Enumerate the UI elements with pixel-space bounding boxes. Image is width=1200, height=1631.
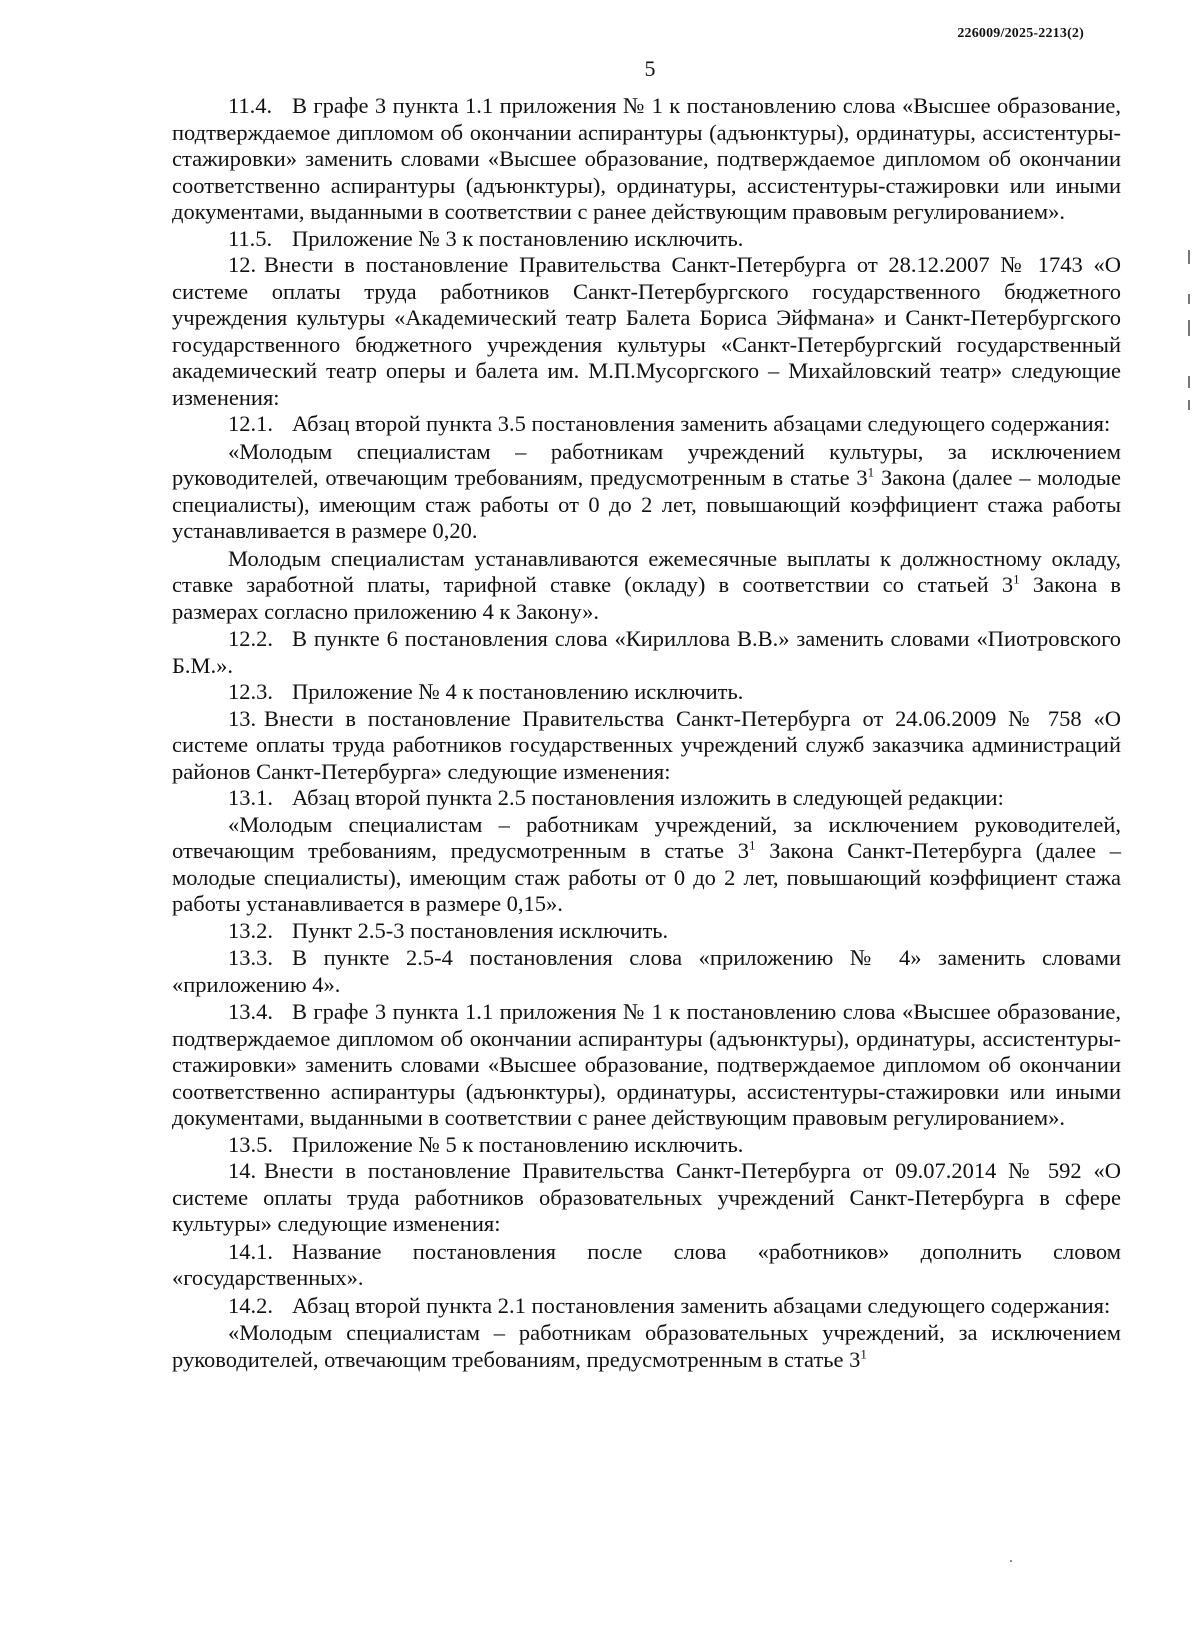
scan-edge-marks: [1186, 250, 1192, 420]
paragraph-text-continued: Закона Санкт-Петербурга (далее – молодые специалисты), имеющим стаж работы от 0 до 2 лет, повышающий коэффициент стажа работы устанавливается в размере 0,15».: [172, 838, 1121, 916]
paragraph-text: Приложение № 5 к постановлению исключить.: [292, 1131, 744, 1157]
paragraph-12: [172, 252, 1121, 411]
item-number: 13.2.: [228, 917, 273, 943]
scan-mark: [1188, 400, 1190, 410]
superscript: 1: [867, 464, 875, 480]
paragraph-12-3: [172, 679, 1121, 706]
paragraph-text-continued: Закона в размерах согласно приложению 4 к Закону».: [172, 572, 1121, 624]
paragraph-text: Приложение № 4 к постановлению исключить.: [292, 679, 744, 704]
quoted-paragraph: [172, 546, 1121, 626]
paragraph-13: [172, 706, 1121, 786]
paragraph-text: Внести в постановление Правительства Санкт-Петербурга от 24.06.2009 № 758 «О системе оплаты труда работников государственных учреждений служб заказчика администраций районов Санкт-Петербурга» следующие изменения:: [172, 705, 1121, 784]
paragraph-text: «Молодым специалистам – работникам учреждений, за исключением руководителей, отвечающим требованиям, предусмотренным в статье 3: [172, 811, 1121, 863]
paragraph-14: [172, 1158, 1121, 1238]
paragraph-text: Пункт 2.5-3 постановления исключить.: [292, 917, 669, 943]
paragraph-11-5: [172, 226, 1121, 253]
paragraph-text-continued: Закона (далее – молодые специалисты), имеющим стаж работы от 0 до 2 лет, повышающий коэффициент стажа работы устанавливается в размере 0,20.: [172, 465, 1121, 543]
paragraph-text: Внести в постановление Правительства Санкт-Петербурга от 28.12.2007 № 1743 «О системе оплаты труда работников Санкт-Петербургского государственного бюджетного учреждения культуры «Академический театр Балета Бориса Эйфмана» и Санкт-Петербургского государственного бюджетного учреждения культуры «Санкт-Петербургский государственный академический театр оперы и балета им. М.П.Мусоргского – Михайловский театр» следующие изменения:: [172, 252, 1121, 410]
item-number: 13.4.: [228, 999, 273, 1024]
paragraph-text: Абзац второй пункта 2.5 постановления изложить в следующей редакции:: [292, 785, 1004, 810]
paragraph-13-5: [172, 1132, 1121, 1159]
paragraph-12-1: [172, 411, 1121, 438]
paragraph-13-1: [172, 785, 1121, 812]
item-number: 14.1.: [228, 1238, 273, 1264]
item-number: 12.1.: [228, 411, 273, 436]
item-number: 12.3.: [228, 679, 273, 704]
paragraph-13-4: [172, 999, 1121, 1132]
paragraph-12-2: [172, 626, 1121, 679]
quoted-paragraph: [172, 812, 1121, 918]
paragraph-text: Абзац второй пункта 3.5 постановления заменить абзацами следующего содержания:: [292, 411, 1111, 436]
item-number: 14.: [228, 1158, 257, 1183]
scan-mark: [1188, 320, 1190, 336]
paragraph-text: В графе 3 пункта 1.1 приложения № 1 к постановлению слова «Высшее образование, подтверждаемое дипломом об окончании аспирантуры (адъюнктуры), ординатуры, ассистентуры-стажировки» заменить словами «Высшее образование, подтверждаемое дипломом об окончании соответственно аспирантуры (адъюнктуры), ординатуры, ассистентуры-стажировки или иными документами, выданными в соответствии с ранее действующим правовым регулированием».: [172, 999, 1121, 1130]
item-number: 12.: [228, 252, 257, 277]
item-number: 11.4.: [228, 93, 273, 118]
paragraph-14-2: [172, 1293, 1121, 1320]
page-number: 5: [644, 56, 656, 81]
superscript: 1: [860, 1346, 867, 1361]
paragraph-text: «Молодым специалистам – работникам образовательных учреждений, за исключением руководителей, отвечающим требованиям, предусмотренным в статье 3: [172, 1320, 1121, 1372]
quoted-paragraph: [172, 439, 1121, 545]
superscript: 1: [1013, 571, 1020, 587]
document-body: [172, 93, 1121, 1373]
superscript: 1: [748, 837, 756, 853]
paragraph-text: Приложение № 3 к постановлению исключить.: [292, 225, 744, 251]
paragraph-text: Абзац второй пункта 2.1 постановления заменить абзацами следующего содержания:: [292, 1292, 1111, 1318]
paragraph-text: В пункте 2.5-4 постановления слова «приложению № 4» заменить словами «приложению 4».: [172, 945, 1121, 997]
quoted-paragraph: [172, 1320, 1121, 1373]
paragraph-text: Внести в постановление Правительства Санкт-Петербурга от 09.07.2014 № 592 «О системе оплаты труда работников образовательных учреждений Санкт-Петербурга в сфере культуры» следующие изменения:: [172, 1158, 1121, 1236]
paragraph-13-3: [172, 945, 1121, 998]
paragraph-text: В пункте 6 постановления слова «Кириллова В.В.» заменить словами «Пиотровского Б.М.».: [172, 626, 1121, 678]
paragraph-text: В графе 3 пункта 1.1 приложения № 1 к постановлению слова «Высшее образование, подтверждаемое дипломом об окончании аспирантуры (адъюнктуры), ординатуры, ассистентуры-стажировки» заменить словами «Высшее образование, подтверждаемое дипломом об окончании соответственно аспирантуры (адъюнктуры), ординатуры, ассистентуры-стажировки или иными документами, выданными в соответствии с ранее действующим правовым регулированием».: [172, 93, 1121, 224]
scan-speck: [1010, 1560, 1012, 1562]
scan-mark: [1188, 294, 1190, 304]
paragraph-text: Название постановления после слова «работников» дополнить словом «государственных».: [172, 1238, 1121, 1290]
item-number: 14.2.: [228, 1292, 273, 1318]
item-number: 13.1.: [228, 785, 273, 810]
item-number: 12.2.: [228, 626, 273, 651]
document-id: 226009/2025-2213(2): [957, 26, 1084, 41]
item-number: 13.5.: [228, 1131, 273, 1157]
scan-mark: [1188, 376, 1190, 388]
paragraph-13-2: [172, 918, 1121, 945]
paragraph-14-1: [172, 1239, 1121, 1292]
paragraph-11-4: [172, 93, 1121, 226]
item-number: 13.: [228, 705, 257, 731]
item-number: 13.3.: [228, 945, 273, 970]
item-number: 11.5.: [228, 225, 273, 251]
paragraph-text: Молодым специалистам устанавливаются ежемесячные выплаты к должностному окладу, ставке заработной платы, тарифной ставке (окладу) в соответствии со статьей 3: [172, 545, 1121, 597]
paragraph-text: «Молодым специалистам – работникам учреждений культуры, за исключением руководителей, отвечающим требованиям, предусмотренным в статье 3: [172, 438, 1121, 490]
scan-mark: [1188, 250, 1190, 264]
